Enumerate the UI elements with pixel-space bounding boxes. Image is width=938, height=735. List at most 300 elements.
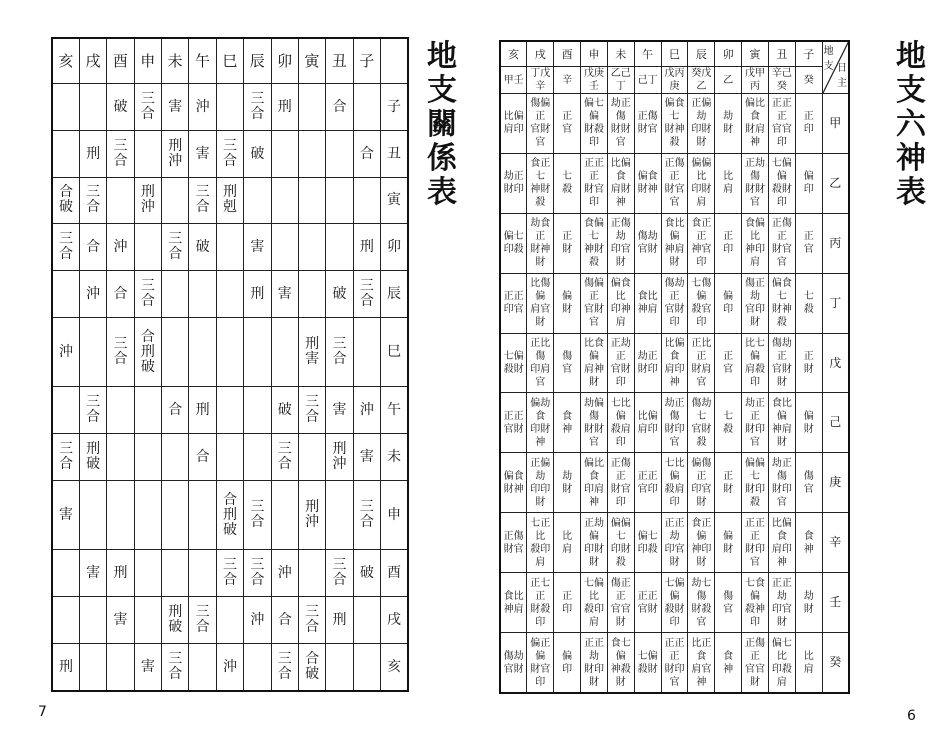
- cell-lines: [527, 157, 553, 209]
- glyph: 合: [277, 456, 292, 472]
- cell-line: 食正偏: [691, 517, 712, 542]
- cell-lines: [796, 410, 822, 436]
- stacked-text: [326, 337, 352, 367]
- cell-lines: [742, 517, 768, 569]
- relation-cell: [134, 271, 161, 318]
- relation-cell: [162, 434, 189, 481]
- cell-lines: [581, 337, 607, 389]
- six-gods-cell: [688, 393, 715, 453]
- glyph: 合: [86, 199, 101, 216]
- cell-lines: [581, 457, 607, 509]
- cell-lines: [662, 157, 688, 209]
- cell-line: 正正劫: [583, 637, 604, 662]
- relation-cell: [52, 130, 79, 177]
- relation-cell: [271, 130, 298, 177]
- cell-lines: [635, 230, 661, 256]
- six-gods-cell: [554, 153, 581, 213]
- cell-line: 偏: [803, 171, 814, 183]
- cell-line: 財財官: [583, 423, 604, 448]
- stacked-text: [80, 395, 106, 425]
- cell-lines: [527, 517, 553, 569]
- six-gods-row: [500, 273, 849, 333]
- six-gods-cell: [742, 513, 769, 573]
- cell-lines: [688, 157, 714, 209]
- cell-line: 財: [562, 304, 573, 316]
- relation-cell: [134, 434, 161, 481]
- row-branch-cell: 午: [381, 387, 409, 434]
- relation-cell: 刑: [326, 597, 353, 644]
- relation-cell: [298, 597, 325, 644]
- cell-line: 偏偏七: [610, 517, 631, 542]
- stacked-text: [244, 92, 270, 122]
- six-gods-cell: [715, 573, 742, 633]
- cell-lines: [635, 650, 661, 676]
- row-branch-cell: 寅: [381, 177, 409, 224]
- relation-cell: [79, 480, 106, 549]
- cell-line: 偏七: [503, 231, 524, 243]
- cell-line: 比傷偏: [530, 278, 551, 303]
- stacked-text: [299, 605, 325, 635]
- cell-lines: [769, 517, 795, 569]
- cell-line: 印殺: [637, 543, 658, 555]
- six-gods-cell: [554, 273, 581, 333]
- stacked-text: [272, 652, 298, 682]
- cell-line: 偏七比: [771, 637, 792, 662]
- cell-lines: [769, 457, 795, 509]
- branch-header-cell: 申: [581, 41, 608, 67]
- cell-line: 財肩神: [745, 124, 766, 149]
- relation-cell: 破: [107, 84, 134, 131]
- cell-line: 神殺財: [610, 663, 631, 688]
- cell-lines: [581, 577, 607, 629]
- cell-line: 肩印神: [771, 543, 792, 568]
- six-gods-cell: [661, 94, 688, 154]
- six-gods-cell: [581, 94, 608, 154]
- cell-line: 印官財: [691, 483, 712, 508]
- header-branch-cell: 卯: [271, 38, 298, 84]
- glyph: 地: [823, 46, 834, 57]
- glyph: 合: [305, 618, 320, 635]
- cell-line: 財印官: [664, 663, 685, 688]
- cell-line: 財神財: [530, 244, 551, 269]
- cell-line: 正傷正: [664, 158, 685, 183]
- six-gods-cell: [688, 213, 715, 273]
- relation-cell: [134, 317, 161, 386]
- glyph: 合: [332, 351, 347, 368]
- cell-lines: [527, 637, 553, 689]
- relation-cell: [189, 177, 216, 224]
- six-gods-cell: [715, 153, 742, 213]
- cell-line: 正正: [637, 470, 658, 482]
- cell-line: 劫食正: [530, 218, 551, 243]
- cell-line: 財財官: [610, 124, 631, 149]
- row-branch-cell: 未: [381, 434, 409, 481]
- cell-line: 劫正傷: [771, 457, 792, 482]
- six-gods-cell: [715, 94, 742, 154]
- day-master-cell: 庚: [822, 453, 849, 513]
- cell-line: 殺神印: [745, 603, 766, 628]
- relation-cell: [134, 84, 161, 131]
- branch-header-row: [500, 41, 849, 67]
- six-gods-cell: [715, 393, 742, 453]
- cell-line: 財神殺: [771, 304, 792, 329]
- glyph: 合: [277, 665, 292, 682]
- glyph: 合: [58, 246, 73, 263]
- cell-lines: [742, 97, 768, 149]
- cell-lines: [635, 590, 661, 616]
- cell-lines: [769, 157, 795, 209]
- relation-cell: [52, 224, 79, 271]
- relation-cell: [107, 130, 134, 177]
- six-gods-cell: [661, 393, 688, 453]
- cell-lines: [796, 470, 822, 496]
- relation-row: [52, 177, 408, 224]
- relation-row: [52, 387, 408, 434]
- cell-line: 傷: [803, 470, 814, 482]
- glyph: 主: [837, 78, 847, 89]
- glyph: 破: [86, 456, 101, 472]
- relation-cell: [298, 177, 325, 224]
- six-gods-cell: [768, 393, 795, 453]
- relation-cell: [162, 317, 189, 386]
- glyph: 害: [305, 351, 320, 368]
- cell-line: 財肩官: [691, 364, 712, 388]
- cell-line: 印: [562, 663, 573, 675]
- relation-cell: [244, 317, 271, 386]
- glyph: 合: [140, 328, 155, 345]
- relation-row: [52, 84, 408, 131]
- cell-line: 官印: [637, 483, 658, 495]
- glyph: 三: [359, 278, 374, 295]
- cell-lines: [635, 110, 661, 136]
- glyph: 合: [359, 293, 374, 310]
- six-gods-cell: [688, 153, 715, 213]
- glyph: 三: [250, 90, 265, 107]
- relation-row: [52, 317, 408, 386]
- cell-lines: [688, 457, 714, 509]
- glyph: 刑: [86, 441, 101, 457]
- cell-line: 比食偏: [583, 338, 604, 362]
- cell-line: 傷: [723, 590, 734, 602]
- cell-lines: [608, 337, 634, 389]
- relation-cell: [244, 177, 271, 224]
- cell-lines: [527, 457, 553, 509]
- six-gods-cell: [554, 94, 581, 154]
- cell-lines: [662, 457, 688, 509]
- six-gods-cell: [500, 153, 527, 213]
- cell-line: 偏偏七: [745, 457, 766, 482]
- cell-lines: [742, 337, 768, 389]
- cell-line: 傷正正: [610, 577, 631, 602]
- cell-lines: [742, 637, 768, 689]
- relation-cell: [107, 434, 134, 481]
- relation-cell: [244, 643, 271, 691]
- six-gods-row: [500, 453, 849, 513]
- relation-cell: [216, 130, 243, 177]
- relation-cell: 害: [107, 597, 134, 644]
- glyph: 合: [113, 351, 128, 368]
- cell-line: 正: [803, 111, 814, 123]
- glyph: 三: [113, 336, 128, 353]
- cell-lines: [501, 530, 526, 556]
- title-glyph: 地: [896, 39, 926, 74]
- cell-lines: [796, 530, 822, 556]
- six-gods-cell: [688, 513, 715, 573]
- cell-lines: [581, 277, 607, 329]
- cell-line: 七: [723, 410, 734, 422]
- cell-lines: [608, 157, 634, 209]
- relation-cell: 沖: [107, 224, 134, 271]
- stacked-text: [326, 442, 352, 472]
- stacked-text: [189, 185, 215, 215]
- cell-line: 官財官: [583, 304, 604, 329]
- six-gods-cell: [581, 393, 608, 453]
- relation-cell: 刑: [79, 130, 106, 177]
- cell-line: 七偏偏: [664, 577, 685, 602]
- glyph: 破: [222, 521, 237, 538]
- relation-cell: [298, 550, 325, 597]
- cell-line: 財殺印: [583, 124, 604, 149]
- cell-lines: [715, 530, 741, 556]
- cell-line: 正偏劫: [691, 98, 712, 123]
- page-number-left: 7: [38, 704, 47, 720]
- relation-cell: [353, 597, 380, 644]
- cell-line: 傷劫正: [771, 338, 792, 362]
- header-branch-cell: 亥: [52, 38, 79, 84]
- glyph: 刑: [168, 137, 183, 154]
- title-glyph: 地: [427, 39, 457, 74]
- glyph: 合: [58, 456, 73, 472]
- cell-line: 劫偏傷: [583, 397, 604, 422]
- cell-line: 七傷偏: [691, 278, 712, 303]
- cell-lines: [581, 637, 607, 689]
- relation-row: [52, 550, 408, 597]
- relation-cell: [52, 177, 79, 224]
- cell-line: 神官印: [691, 244, 712, 269]
- glyph: 三: [277, 650, 292, 667]
- cell-lines: [501, 350, 526, 376]
- cell-line: 神肩: [637, 304, 658, 316]
- cell-line: 殺印肩: [583, 603, 604, 628]
- cell-line: 官財: [503, 663, 524, 675]
- cell-line: 印: [562, 603, 573, 615]
- stacked-text: [80, 442, 106, 472]
- cell-line: 七偏: [503, 351, 524, 362]
- relation-cell: 沖: [189, 84, 216, 131]
- cell-lines: [635, 410, 661, 436]
- day-master-cell: 乙: [822, 153, 849, 213]
- relation-cell: 刑: [189, 387, 216, 434]
- cell-line: 偏劫食: [530, 397, 551, 422]
- cell-line: 官財官: [530, 124, 551, 149]
- relation-cell: 沖: [79, 271, 106, 318]
- stacked-text: [53, 232, 79, 262]
- cell-lines: [608, 217, 634, 269]
- cell-lines: [554, 350, 580, 376]
- cell-lines: [742, 397, 768, 449]
- relation-cell: 害: [52, 480, 79, 549]
- six-gods-cell: [634, 333, 661, 393]
- cell-line: 財印官: [771, 483, 792, 508]
- relation-cell: [271, 434, 298, 481]
- cell-line: 肩: [562, 543, 573, 555]
- cell-lines: [796, 590, 822, 616]
- six-gods-cell: [715, 333, 742, 393]
- cell-line: 偏食七: [664, 98, 685, 123]
- six-gods-cell: [500, 94, 527, 154]
- relation-row: [52, 643, 408, 691]
- relation-cell: [216, 550, 243, 597]
- branch-header-cell: 卯: [715, 41, 742, 67]
- cell-line: 官印財: [745, 304, 766, 329]
- relation-cell: [134, 224, 161, 271]
- relation-cell: [189, 597, 216, 644]
- cell-line: 比: [562, 530, 573, 542]
- cell-line: 神: [803, 543, 814, 555]
- cell-lines: [769, 577, 795, 629]
- cell-line: 財神: [503, 483, 524, 495]
- stacked-text: [162, 232, 188, 262]
- cell-lines: [581, 157, 607, 209]
- glyph: 合: [168, 246, 183, 263]
- relation-cell: 合: [189, 434, 216, 481]
- six-gods-cell: [527, 273, 554, 333]
- cell-line: 印: [803, 124, 814, 136]
- glyph: 合: [222, 572, 237, 589]
- cell-line: 財官印: [530, 663, 551, 688]
- cell-lines: [796, 110, 822, 136]
- glyph: 三: [140, 278, 155, 295]
- glyph: 刑: [140, 343, 155, 360]
- glyph: 剋: [222, 199, 237, 216]
- cell-line: 食比偏: [771, 397, 792, 422]
- cell-line: 偏食: [503, 470, 524, 482]
- cell-line: 官財印: [664, 304, 685, 329]
- glyph: 破: [140, 358, 155, 375]
- title-glyph: 支: [896, 73, 926, 108]
- cell-line: 傷劫: [503, 650, 524, 662]
- six-gods-cell: [661, 453, 688, 513]
- cell-line: 肩神財: [583, 364, 604, 388]
- glyph: 合: [140, 293, 155, 310]
- cell-line: 財官印: [583, 184, 604, 209]
- left-page-title: [424, 40, 460, 210]
- cell-line: 神財殺: [530, 184, 551, 209]
- relation-cell: 刑: [107, 550, 134, 597]
- relation-cell: [216, 271, 243, 318]
- cell-lines: [554, 290, 580, 316]
- six-gods-cell: [607, 94, 634, 154]
- relation-cell: [162, 271, 189, 318]
- stacked-text: [107, 337, 133, 367]
- cell-line: 劫正: [637, 351, 658, 362]
- relation-cell: 刑: [353, 224, 380, 271]
- row-branch-cell: 辰: [381, 271, 409, 318]
- stacked-text: [299, 500, 325, 530]
- glyph: 日: [837, 63, 847, 74]
- six-gods-cell: [768, 453, 795, 513]
- relation-cell: [298, 643, 325, 691]
- cell-line: 七比偏: [610, 397, 631, 422]
- hidden-stem-row: [500, 67, 849, 94]
- cell-lines: [715, 410, 741, 436]
- cell-line: 官: [723, 603, 734, 615]
- cell-lines: [501, 110, 526, 136]
- title-glyph: 關: [427, 107, 457, 142]
- cell-lines: [662, 217, 688, 269]
- glyph: 刑: [140, 184, 155, 201]
- cell-line: 正傷正: [610, 457, 631, 482]
- cell-line: 殺肩印: [664, 483, 685, 508]
- cell-line: 印財財: [691, 124, 712, 149]
- cell-line: 比: [803, 650, 814, 662]
- title-glyph: 六: [896, 107, 926, 142]
- glyph: 三: [277, 441, 292, 457]
- cell-line: 肩印神: [664, 364, 685, 388]
- cell-line: 正正: [503, 291, 524, 303]
- cell-line: 財殺官: [691, 603, 712, 628]
- cell-lines: [796, 230, 822, 256]
- cell-line: 劫: [562, 470, 573, 482]
- six-gods-cell: [795, 213, 822, 273]
- cell-line: 印殺肩: [771, 663, 792, 688]
- six-gods-cell: [500, 393, 527, 453]
- six-gods-cell: [527, 333, 554, 393]
- cell-lines: [715, 350, 741, 376]
- page-number-right: 6: [907, 708, 916, 724]
- relation-cell: [79, 643, 106, 691]
- cell-line: 正: [723, 231, 734, 243]
- six-gods-cell: [634, 633, 661, 693]
- title-glyph: 表: [896, 175, 926, 210]
- cell-line: 偏七偏: [583, 98, 604, 123]
- relation-cell: [298, 130, 325, 177]
- relation-cell: [216, 224, 243, 271]
- cell-line: 印肩官: [530, 364, 551, 388]
- branch-header-cell: 寅: [742, 41, 769, 67]
- relation-cell: 刑: [52, 643, 79, 691]
- cell-lines: [715, 650, 741, 676]
- cell-lines: [688, 337, 714, 389]
- cell-lines: [608, 97, 634, 149]
- cell-line: 財官: [503, 543, 524, 555]
- cell-line: 肩: [803, 663, 814, 675]
- six-gods-cell: [742, 393, 769, 453]
- relation-cell: [353, 643, 380, 691]
- cell-line: 神肩: [503, 603, 524, 615]
- six-gods-cell: [715, 513, 742, 573]
- cell-line: 偏食七: [771, 278, 792, 303]
- cell-line: 正七正: [530, 577, 551, 602]
- stacked-text: [354, 500, 380, 530]
- branch-header-cell: 子: [795, 41, 822, 67]
- relation-cell: [271, 177, 298, 224]
- six-gods-cell: [634, 94, 661, 154]
- cell-line: 比偏: [503, 111, 524, 123]
- hidden-stem-cell: 辛己癸: [768, 67, 795, 94]
- six-gods-cell: [607, 153, 634, 213]
- six-gods-cell: [742, 213, 769, 273]
- stacked-text: [272, 442, 298, 472]
- cell-line: 印神肩: [610, 304, 631, 329]
- relation-cell: [271, 643, 298, 691]
- six-gods-cell: [795, 393, 822, 453]
- cell-line: 官: [803, 483, 814, 495]
- relation-cell: [52, 597, 79, 644]
- relation-cell: [107, 177, 134, 224]
- relation-cell: [326, 317, 353, 386]
- header-branch-cell: 子: [353, 38, 380, 84]
